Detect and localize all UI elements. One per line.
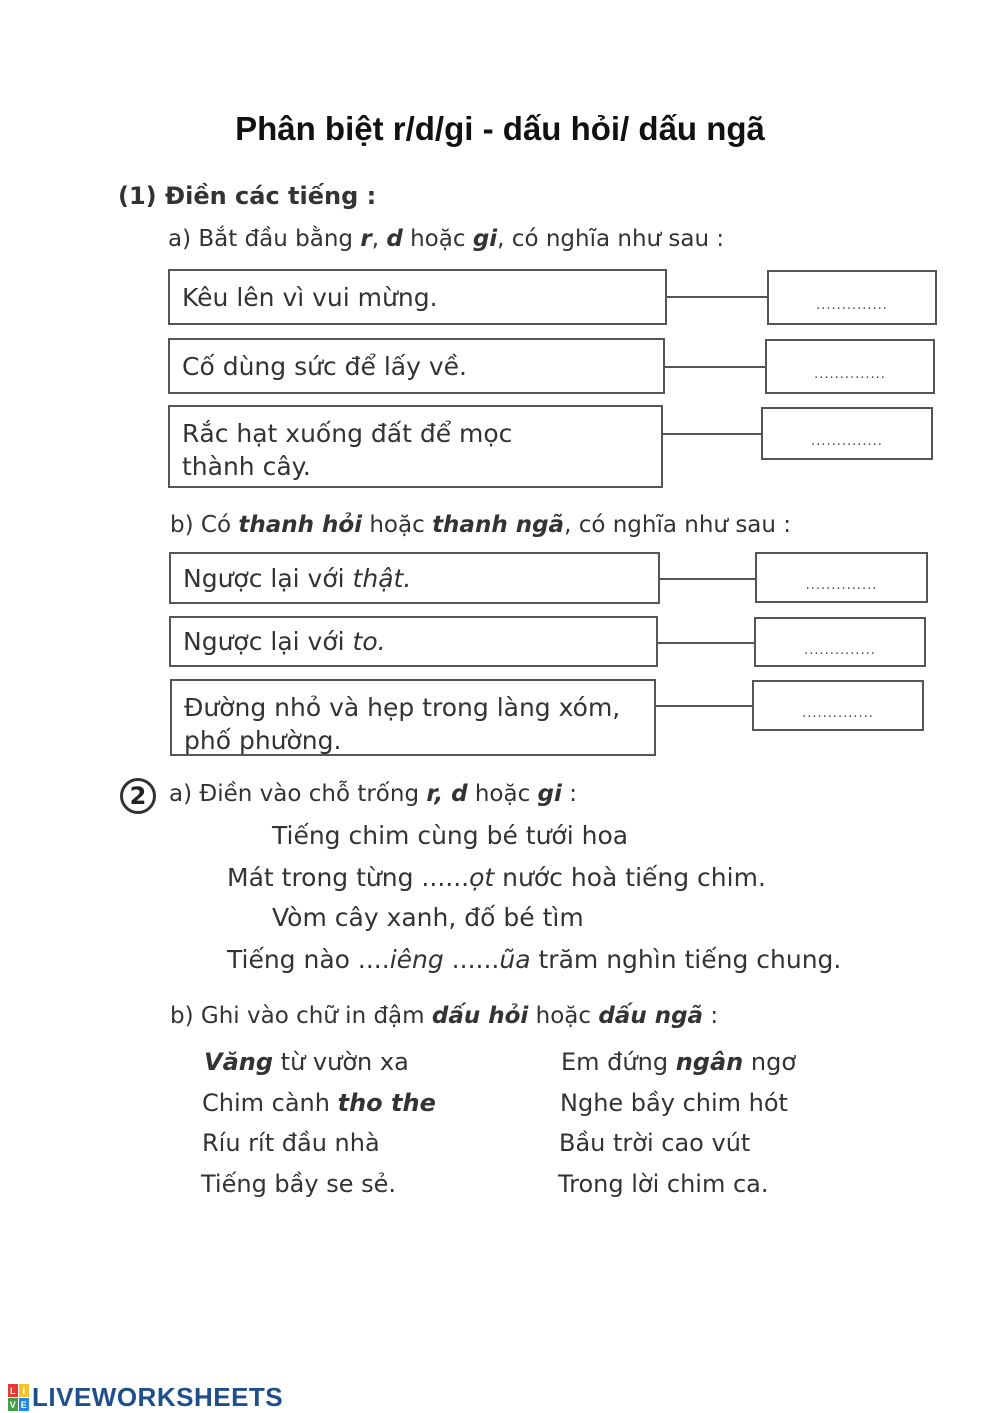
answer-box-1a-3[interactable]: .............. bbox=[761, 407, 933, 460]
clue-box-1b-2 bbox=[169, 616, 658, 667]
verse-left-2: Chim cành tho the bbox=[202, 1089, 436, 1117]
verse-left-1: Văng từ vườn xa bbox=[204, 1048, 409, 1076]
verse-right-2: Nghe bầy chim hót bbox=[560, 1089, 788, 1117]
poem-line-4: Tiếng nào ....iêng ......ũa trăm nghìn tiếng chung. bbox=[227, 945, 842, 974]
logo-square: L bbox=[10, 1385, 16, 1396]
clue-text: Kêu lên vì vui mừng. bbox=[182, 282, 438, 312]
clue-text: Rắc hạt xuống đất để mọc thành cây. bbox=[182, 419, 513, 481]
liveworksheets-logo-icon bbox=[8, 1384, 29, 1411]
section-1-heading: (1) Điền các tiếng : bbox=[118, 182, 377, 210]
connector-line bbox=[667, 296, 767, 298]
brand-text: LIVEWORKSHEETS bbox=[32, 1382, 284, 1412]
connector-line bbox=[665, 366, 765, 368]
verse-right-3: Bầu trời cao vút bbox=[559, 1129, 751, 1157]
section-1a-instruction: a) Bắt đầu bằng r, d hoặc gi, có nghĩa như sau : bbox=[168, 226, 725, 252]
verse-left-4: Tiếng bầy se sẻ. bbox=[201, 1170, 396, 1198]
section-2b-instruction: b) Ghi vào chữ in đậm dấu hỏi hoặc dấu ngã : bbox=[170, 1003, 719, 1029]
connector-line bbox=[658, 642, 754, 644]
page-title: Phân biệt r/d/gi - dấu hỏi/ dấu ngã bbox=[235, 110, 765, 147]
section-2-number: 2 bbox=[120, 778, 156, 814]
verse-right-4: Trong lời chim ca. bbox=[558, 1170, 769, 1198]
logo-square: I bbox=[19, 1384, 29, 1397]
answer-box-1a-2[interactable]: .............. bbox=[765, 339, 935, 394]
clue-box-1b-1 bbox=[169, 552, 660, 604]
clue-box-1b-3 bbox=[170, 679, 656, 756]
verse-left-3: Ríu rít đầu nhà bbox=[202, 1129, 380, 1157]
answer-box-1b-2[interactable]: .............. bbox=[754, 617, 926, 667]
connector-line bbox=[660, 578, 755, 580]
poem-line-3: Vòm cây xanh, đố bé tìm bbox=[272, 903, 584, 932]
clue-box-1a-2 bbox=[168, 338, 665, 394]
liveworksheets-brand bbox=[8, 1382, 283, 1413]
poem-line-1: Tiếng chim cùng bé tưới hoa bbox=[272, 821, 629, 850]
clue-text: Đường nhỏ và hẹp trong làng xóm, phố phường. bbox=[184, 693, 621, 755]
connector-line bbox=[663, 433, 761, 435]
clue-box-1a-1 bbox=[168, 269, 667, 325]
section-1b-instruction: b) Có thanh hỏi hoặc thanh ngã, có nghĩa như sau : bbox=[170, 512, 792, 538]
logo-square: E bbox=[20, 1399, 28, 1410]
clue-box-1a-3 bbox=[168, 405, 663, 488]
verse-right-1: Em đứng ngân ngơ bbox=[561, 1048, 797, 1076]
clue-text: Ngược lại với to. bbox=[183, 627, 386, 656]
answer-box-1b-1[interactable]: .............. bbox=[755, 552, 928, 603]
clue-text: Cố dùng sức để lấy về. bbox=[182, 351, 467, 381]
answer-box-1a-1[interactable]: .............. bbox=[767, 270, 937, 325]
logo-square: V bbox=[9, 1399, 17, 1410]
section-2a-instruction: a) Điền vào chỗ trống r, d hoặc gi : bbox=[169, 781, 577, 807]
clue-text: Ngược lại với thật. bbox=[183, 563, 412, 593]
answer-box-1b-3[interactable]: .............. bbox=[752, 680, 924, 731]
connector-line bbox=[656, 705, 752, 707]
poem-line-2: Mát trong từng ......ọt nước hoà tiếng chim. bbox=[227, 863, 766, 892]
